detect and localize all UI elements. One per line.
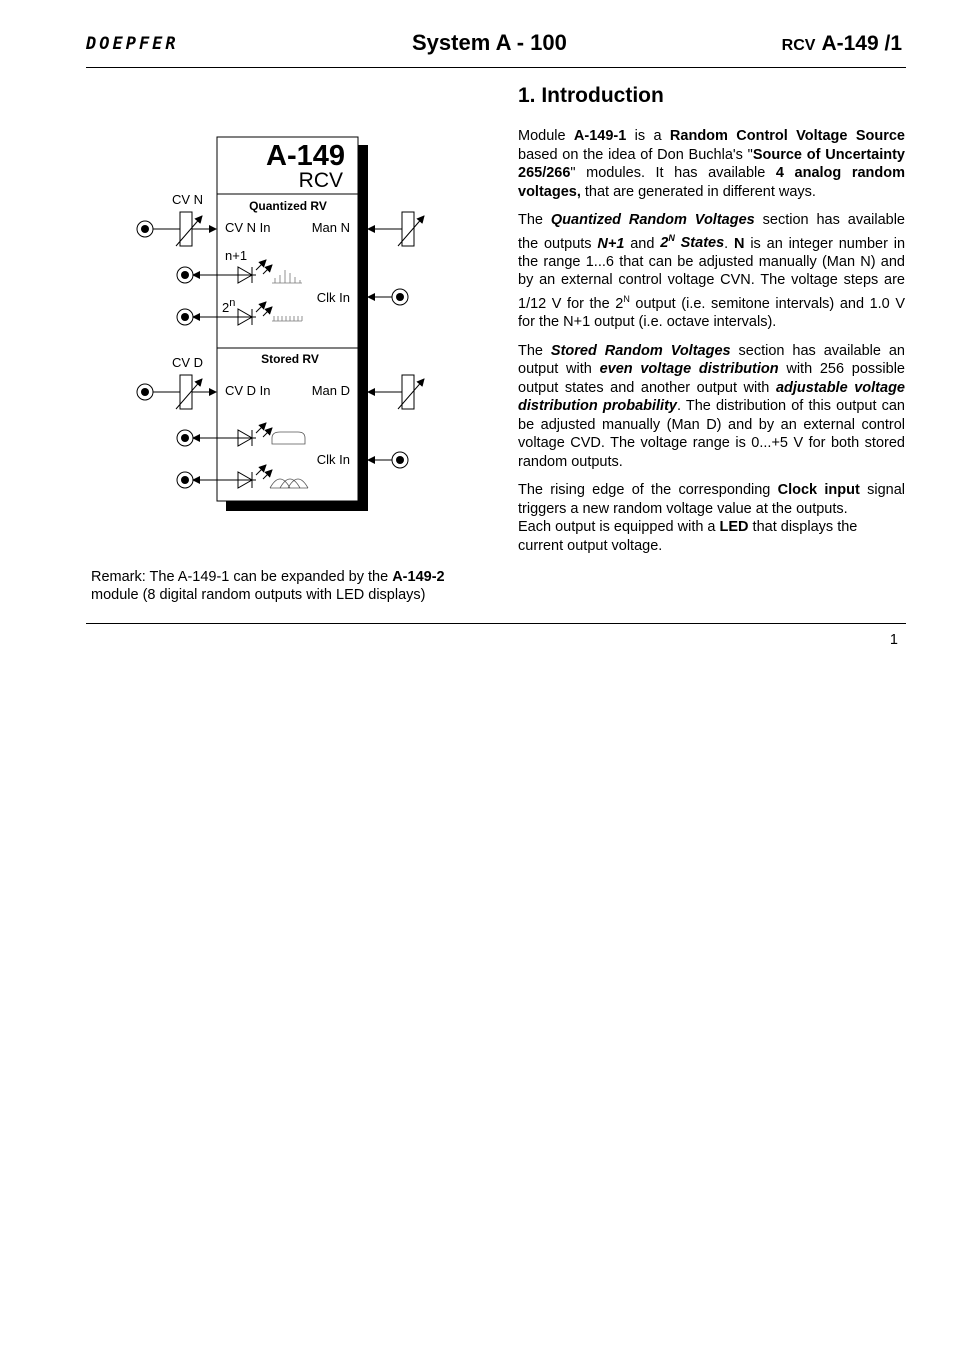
n-plus-1-output-jack[interactable]	[177, 267, 193, 283]
two-n-label: 2$^n$	[222, 297, 236, 315]
section-quantized-label: Quantized RV	[249, 199, 327, 213]
module-number	[782, 32, 902, 56]
section-stored-label: Stored RV	[261, 352, 319, 366]
clk-in-1-label: Clk In	[316, 290, 350, 305]
intro-paragraph-1: Module A-149-1 is a Random Control Voltage Source based on the idea of Don Buchla's "Source of Uncertainty 265/266" modules. It has available 4 analog random voltages, that are generated in different ways.	[518, 128, 905, 200]
expansion-remark: Remark: The A-149-1 can be expanded by the A-149-2 module (8 digital random outputs with LED displays)	[91, 569, 445, 603]
stored-adjustable-output-jack[interactable]	[177, 472, 193, 488]
stored-even-output-jack[interactable]	[177, 430, 193, 446]
expander-module-name: A-149-2	[392, 569, 445, 585]
front-panel-diagram	[130, 130, 430, 520]
module-abbrev: RCV	[781, 37, 816, 54]
clk-in-2-label: Clk In	[316, 452, 350, 467]
introduction-section	[518, 82, 905, 565]
panel-subtitle: RCV	[298, 169, 343, 192]
clk-in-1-jack[interactable]	[392, 289, 408, 305]
intro-paragraph-2: The Quantized Random Voltages section has available the outputs N+1 and $2^N$ States. N is an integer number in the range 1...6 that can be adjusted manually (Man N) and by an external control voltage CVN. The voltage steps are 1/12 V for the $2^N$ output (i.e. semitone intervals) and 1.0 V for the N+1 output (i.e. octave intervals).	[518, 212, 906, 331]
intro-paragraph-3: The Stored Random Voltages section has available an output with even voltage distribution with 256 possible output states and another output with adjustable voltage distribution probability. The distribution of this output can be adjusted manually (Man D) and by an external control voltage CVD. The voltage range is 0...+5 V for both stored random outputs.	[518, 342, 905, 470]
n-plus-1-label: n+1	[225, 248, 248, 263]
header-rule	[86, 67, 906, 68]
section-heading: 1. Introduction	[518, 84, 664, 107]
system-title: System A - 100	[412, 30, 567, 55]
cv-n-in-label: CV N In	[225, 220, 271, 235]
page-header	[86, 30, 906, 68]
cv-d-label: CV D	[172, 355, 204, 370]
cv-d-input-jack[interactable]	[137, 384, 153, 400]
intro-paragraph-5: Each output is equipped with a LED that displays the current output voltage.	[518, 519, 858, 554]
clk-in-2-jack[interactable]	[392, 452, 408, 468]
two-n-output-jack[interactable]	[177, 309, 193, 325]
panel-title: A-149	[266, 140, 345, 172]
cv-n-label: CV N	[172, 192, 204, 207]
brand-logo: DOEPFER	[86, 34, 179, 54]
page-number: 1	[889, 632, 898, 648]
footer-rule	[86, 623, 906, 624]
man-n-label: Man N	[311, 220, 350, 235]
cv-n-input-jack[interactable]	[137, 221, 153, 237]
cv-d-in-label: CV D In	[225, 383, 271, 398]
intro-paragraph-4: The rising edge of the corresponding Clock input signal triggers a new random voltage value at the outputs.	[518, 482, 905, 517]
module-id: A-149 /1	[821, 32, 902, 55]
man-d-label: Man D	[311, 383, 350, 398]
